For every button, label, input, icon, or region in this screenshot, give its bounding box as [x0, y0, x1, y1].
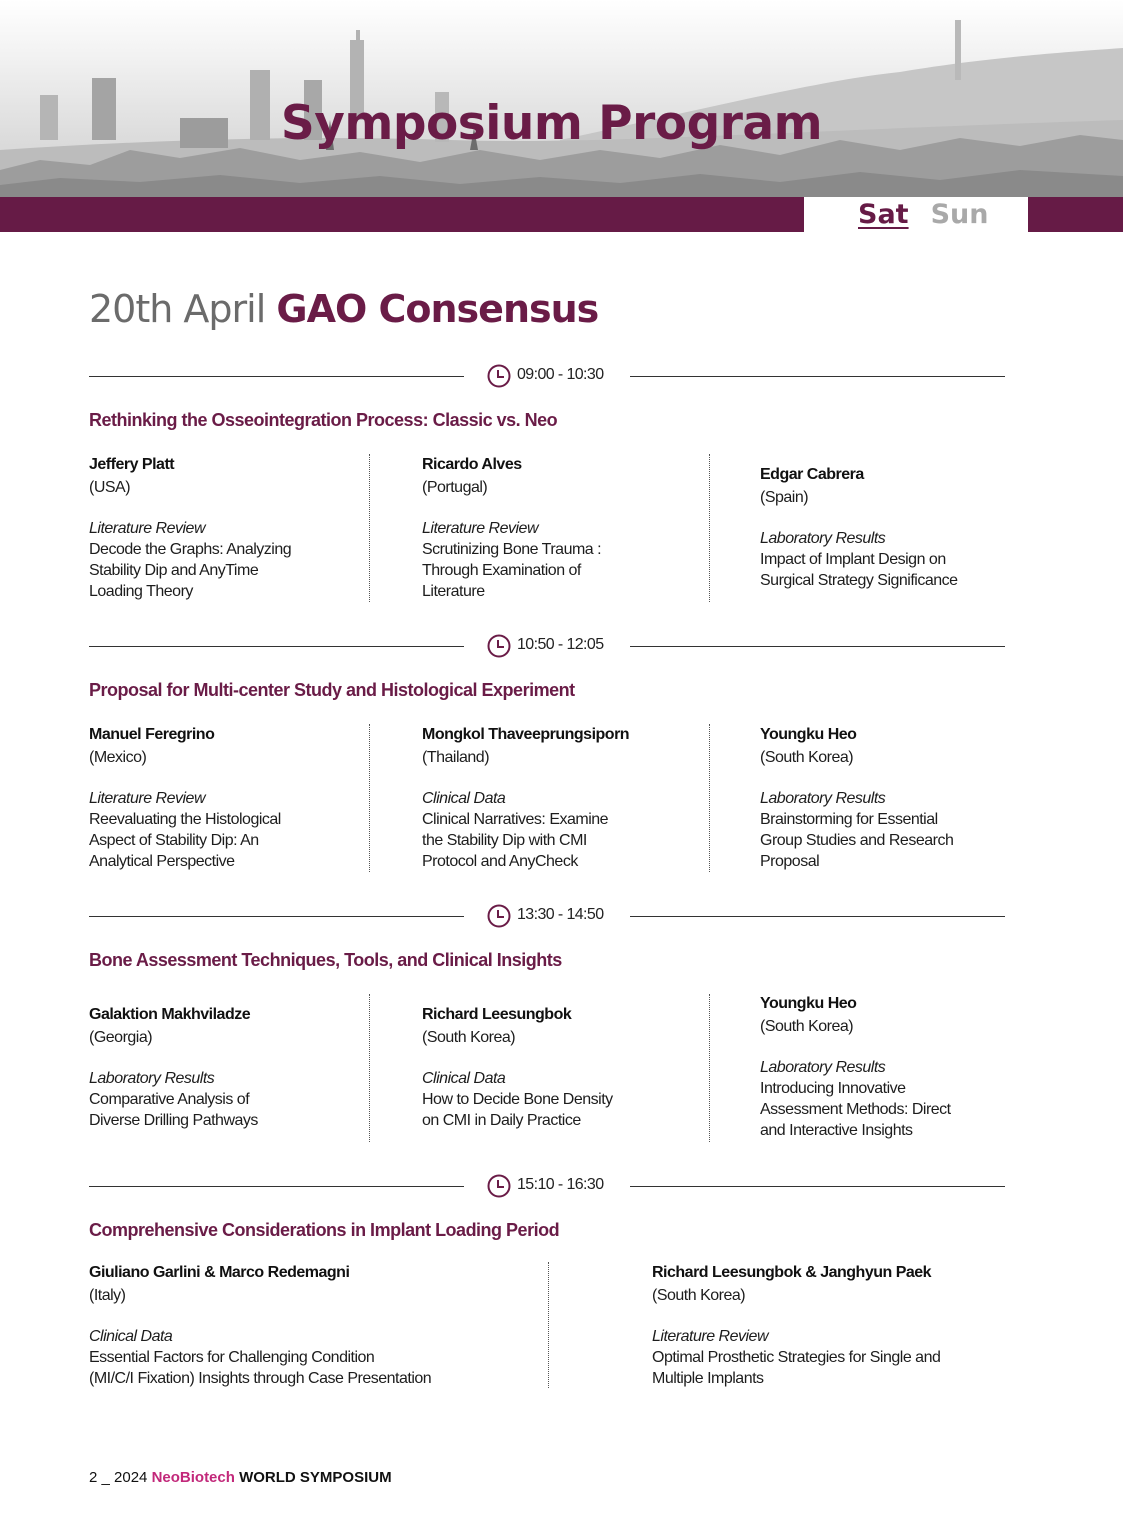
- speaker-name: Youngku Heo: [760, 995, 857, 1012]
- speaker-name: Richard Leesungbok & Janghyun Paek: [652, 1264, 932, 1281]
- talk-card: [422, 724, 682, 872]
- column-divider: [709, 994, 710, 1142]
- tab-sun[interactable]: Sun: [930, 199, 989, 230]
- talk-card: [760, 993, 1005, 1141]
- talk-category: Clinical Data: [89, 1328, 173, 1345]
- column-divider: [709, 724, 710, 872]
- talk-category: Clinical Data: [422, 790, 506, 807]
- session-title: Comprehensive Considerations in Implant Loading Period: [89, 1220, 560, 1240]
- speaker-name: Manuel Feregrino: [89, 726, 215, 743]
- clock-icon: [487, 1174, 511, 1198]
- talk-card: [89, 724, 349, 872]
- talk-title: Brainstorming for Essential Group Studies and Research Proposal: [760, 811, 954, 870]
- talk-title: Introducing Innovative Assessment Methods: Direct and Interactive Insights: [760, 1080, 951, 1139]
- talk-card: [422, 1004, 682, 1131]
- talk-category: Literature Review: [422, 520, 538, 537]
- tab-sat[interactable]: Sat: [858, 199, 909, 230]
- talk-card: [652, 1262, 1005, 1389]
- session-time-bar: [89, 904, 1005, 928]
- speaker-country: (South Korea): [422, 1029, 516, 1046]
- talk-card: [760, 464, 1005, 591]
- talk-card: [422, 454, 682, 602]
- talk-title: Optimal Prosthetic Strategies for Single and Multiple Implants: [652, 1349, 941, 1387]
- session-time-bar: [89, 634, 1005, 658]
- talk-category: Laboratory Results: [760, 530, 886, 547]
- talk-card: [89, 454, 349, 602]
- speaker-name: Ricardo Alves: [422, 456, 522, 473]
- session-title: Rethinking the Osseointegration Process: Classic vs. Neo: [89, 410, 558, 430]
- session-title: Bone Assessment Techniques, Tools, and Clinical Insights: [89, 950, 562, 970]
- talk-card: [89, 1004, 349, 1131]
- session-time: 10:50 - 12:05: [517, 636, 604, 653]
- session-title: Proposal for Multi-center Study and Histological Experiment: [89, 680, 575, 700]
- speaker-country: (Mexico): [89, 749, 147, 766]
- talk-title: Comparative Analysis of Diverse Drilling Pathways: [89, 1091, 258, 1129]
- column-divider: [369, 454, 370, 602]
- talk-title: Decode the Graphs: Analyzing Stability Dip and AnyTime Loading Theory: [89, 541, 292, 600]
- brand-name: NeoBiotech: [151, 1469, 235, 1486]
- speaker-country: (Georgia): [89, 1029, 153, 1046]
- session-time: 09:00 - 10:30: [517, 366, 604, 383]
- speaker-country: (South Korea): [760, 1018, 854, 1035]
- speaker-name: Richard Leesungbok: [422, 1006, 572, 1023]
- session-time: 15:10 - 16:30: [517, 1176, 604, 1193]
- speaker-name: Galaktion Makhviladze: [89, 1006, 251, 1023]
- speaker-name: Youngku Heo: [760, 726, 857, 743]
- session-time-bar: [89, 1174, 1005, 1198]
- speaker-country: (Thailand): [422, 749, 490, 766]
- talk-category: Literature Review: [652, 1328, 768, 1345]
- talk-title: How to Decide Bone Density on CMI in Daily Practice: [422, 1091, 613, 1129]
- talk-title: Clinical Narratives: Examine the Stability Dip with CMI Protocol and AnyCheck: [422, 811, 609, 870]
- session-time-bar: [89, 364, 1005, 388]
- talk-category: Literature Review: [89, 790, 205, 807]
- page-title: Symposium Program: [280, 96, 823, 151]
- column-divider: [709, 454, 710, 602]
- column-divider: [369, 724, 370, 872]
- page-number: 2 _ 2024: [89, 1469, 148, 1486]
- speaker-name: Edgar Cabrera: [760, 466, 864, 483]
- session-time: 13:30 - 14:50: [517, 906, 604, 923]
- talk-title: Essential Factors for Challenging Condition (MI/C/I Fixation) Insights through Case Presentation: [89, 1349, 432, 1387]
- talk-title: Impact of Implant Design on Surgical Strategy Significance: [760, 551, 958, 589]
- page-footer: [89, 1469, 392, 1486]
- talk-card: [89, 1262, 519, 1389]
- speaker-name: Mongkol Thaveeprungsiporn: [422, 726, 630, 743]
- talk-category: Laboratory Results: [760, 1059, 886, 1076]
- speaker-country: (USA): [89, 479, 131, 496]
- heading-date: 20th April: [89, 287, 266, 331]
- talk-title: Reevaluating the Histological Aspect of Stability Dip: An Analytical Perspective: [89, 811, 281, 870]
- column-divider: [548, 1262, 549, 1388]
- clock-icon: [487, 904, 511, 928]
- day-tabs: [804, 197, 1028, 232]
- talk-category: Laboratory Results: [89, 1070, 215, 1087]
- speaker-country: (South Korea): [760, 749, 854, 766]
- talk-category: Clinical Data: [422, 1070, 506, 1087]
- speaker-name: Giuliano Garlini & Marco Redemagni: [89, 1264, 350, 1281]
- speaker-country: (South Korea): [652, 1287, 746, 1304]
- column-divider: [369, 994, 370, 1142]
- speaker-name: Jeffery Platt: [89, 456, 175, 473]
- clock-icon: [487, 634, 511, 658]
- speaker-country: (Spain): [760, 489, 809, 506]
- speaker-country: (Italy): [89, 1287, 126, 1304]
- event-name: WORLD SYMPOSIUM: [239, 1469, 392, 1486]
- talk-category: Literature Review: [89, 520, 205, 537]
- talk-title: Scrutinizing Bone Trauma : Through Examination of Literature: [422, 541, 602, 600]
- clock-icon: [487, 364, 511, 388]
- talk-card: [760, 724, 1005, 872]
- header-banner: [0, 0, 1123, 197]
- speaker-country: (Portugal): [422, 479, 488, 496]
- heading-title: GAO Consensus: [276, 287, 599, 331]
- talk-category: Laboratory Results: [760, 790, 886, 807]
- day-heading: [89, 287, 598, 331]
